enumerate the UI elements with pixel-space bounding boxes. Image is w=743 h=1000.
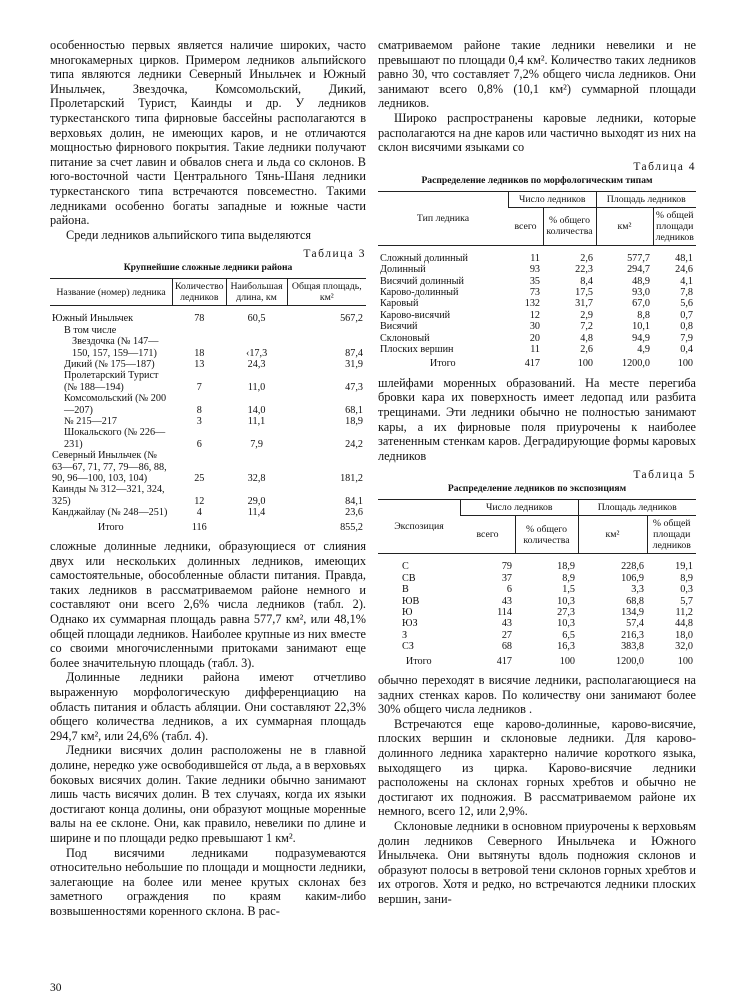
cell: Висячий долинный (380, 275, 464, 287)
cell: 0,3 (680, 584, 693, 596)
page-number: 30 (50, 982, 62, 994)
paragraph: шлейфами моренных образований. На месте перегиба бровки кара их поверхность имеет ледопад или разбита трещинами. Эти ледники обычно не полностью занимают кары, а их фирновые поля приурочены к наиболее затененным стенкам каров. Деградирующие формы каровых ледников (378, 375, 696, 463)
cell: Итого (97, 521, 124, 533)
cell: № 215—217 (64, 415, 118, 427)
column-header: % общей площади ледников (653, 207, 696, 245)
cell: 11,2 (675, 607, 693, 618)
table-label: Таблица 3 (303, 248, 366, 261)
left-column (50, 38, 366, 918)
table-row (50, 370, 366, 393)
cell: 8,9 (562, 572, 575, 584)
cell: 8,9 (680, 572, 693, 584)
cell: 60,5 (247, 313, 266, 325)
cell: 68,1 (345, 404, 363, 416)
cell: 68 (501, 641, 512, 653)
cell (226, 519, 287, 533)
table-row (378, 554, 696, 573)
cell: 8 (196, 404, 202, 416)
table-row (378, 276, 696, 287)
paragraph: Среди ледников альпийского типа выделяются (66, 227, 312, 242)
cell: 7,8 (680, 286, 693, 298)
table-total-row (378, 355, 696, 369)
cell: 0,4 (680, 344, 693, 355)
paragraph: Долинные ледники района имеют отчетливо выраженную морфологическую дифференциацию на область питания и область абляции. Они составляют 22,3% общего количества ледников, а их суммарная площадь 294,7 км², или 24,6% (табл. 4). (50, 670, 366, 743)
cell: 44,8 (675, 618, 693, 630)
cell: 132 (524, 298, 540, 310)
table-row (378, 596, 696, 607)
paragraph: Ледники висячих долин расположены не в главной долине, нередко уже освободившейся от льда, а в верховьях боковых висячих долин. Такие ледники обычно занимают лишь часть висячих долин. В тех случаях, когда их языки достигают конца долины, они образуют мощные моренные валы на ее склоне. Они, как правило, невелики по длине и ширине и по площади редко превышают 1 км². (50, 743, 366, 845)
cell: 24,2 (345, 438, 363, 450)
cell: 48,1 (675, 252, 693, 264)
column-header: км² (578, 516, 647, 554)
cell: 93 (529, 264, 540, 276)
right-column (378, 38, 696, 907)
cell: 100 (577, 358, 593, 370)
cell: 12 (194, 495, 205, 507)
cell: 25 (194, 473, 205, 484)
cell: 6 (506, 584, 512, 596)
cell: 1,5 (562, 584, 575, 596)
cell: 27 (501, 629, 512, 641)
table-row (50, 393, 366, 416)
table-caption: Крупнейшие сложные ледники района (123, 262, 293, 274)
table-exposures (378, 499, 696, 667)
paragraph: Широко распространены каровые ледники, которые располагаются на дне каров или частично выходят из них на склон висячими языками со (378, 110, 696, 155)
cell: Каровый (380, 298, 419, 310)
cell: 7 (196, 381, 202, 393)
cell: 23,6 (345, 507, 363, 519)
cell: 5,7 (680, 595, 693, 607)
cell: 17,5 (575, 286, 593, 298)
cell: 37 (501, 572, 512, 584)
table-label: Таблица 4 (633, 160, 696, 173)
paragraph: особенностью первых является наличие широких, часто многокамерных цирков. Примером ледников альпийского типа являются ледники Северный Иныльчек и Южный Иныльчек, Звездочка, Комсомольский, Дикий, Пролетарский Турист, Каинды и др. У ледников туркестанского типа фирновые бассейны располагаются в верховьях долин, не имеющих каров, и не отличаются мощностью фирнового покрытия. Такие ледники получают питание за счет лавин и обвалов снега и льда со склонов. В юго-восточной части Центрального Тянь-Шаня ледники туркестанского типа встречаются повсеместно. Такими ледниками особенно богаты западные и южные части района. (50, 38, 366, 228)
paragraph: Склоновые ледники в основном приурочены к верховьям долин ледников Северного Иныльчека и Южного Иныльчека. Они вытянуты вдоль подножия склонов и образуют полосы в ветровой тени склонов горных хребтов и их отрогов. Хотя и редко, но встречаются ледники плоских вершин, зани- (378, 818, 696, 906)
cell: Северный Иныльчек (№ 63—67, 71, 77, 79—86, 88, 90, 96—100, 103, 104) (52, 450, 167, 484)
cell: Пролетарский Турист (№ 188—194) (64, 370, 159, 393)
cell: 2,9 (580, 309, 593, 321)
table-row (378, 245, 696, 264)
cell: ЮВ (402, 595, 420, 607)
cell: 6,5 (562, 629, 575, 641)
cell: 11 (530, 344, 540, 355)
table-row (378, 298, 696, 309)
cell: 13 (194, 358, 205, 370)
cell: 11,4 (247, 507, 266, 519)
cell: В том числе (64, 324, 117, 336)
table-row (378, 287, 696, 298)
cell: 383,8 (621, 641, 644, 653)
cell: 3 (196, 415, 202, 427)
cell: 216,3 (621, 629, 644, 641)
column-header: % общего количества (515, 516, 578, 554)
cell: 73 (529, 286, 540, 298)
cell: 134,9 (621, 607, 644, 618)
cell: 31,7 (575, 298, 593, 310)
cell: 19,1 (675, 561, 693, 573)
table-row (50, 336, 366, 359)
column-header: Общая площадь, км² (287, 279, 366, 306)
table-row (50, 325, 366, 336)
cell: 31,9 (345, 358, 363, 370)
paragraph: Под висячими ледниками подразумеваются относительно небольшие по площади и мощности ледники, залегающие на более или менее крутых склонах без заметного ограждения по краям каким-либо возвышенностями коренного склона. В рас- (50, 845, 366, 918)
table-row (378, 618, 696, 629)
cell: 32,8 (247, 473, 266, 484)
cell: 24,3 (247, 358, 266, 370)
cell: 228,6 (621, 561, 644, 573)
cell: 18,0 (675, 629, 693, 641)
cell: 7,2 (580, 321, 593, 333)
table-morphological-types (378, 191, 696, 370)
table-row (378, 573, 696, 584)
cell: 43 (501, 595, 512, 607)
cell: Шокальского (№ 226—231) (64, 427, 166, 450)
table-caption: Распределение ледников по экспозициям (447, 483, 627, 495)
cell: 93,0 (632, 286, 650, 298)
column-header: % общего количества (543, 207, 596, 245)
cell: Канджайлау (№ 248—251) (52, 507, 168, 519)
cell: 417 (524, 358, 540, 370)
table-row (378, 584, 696, 595)
cell: 18,9 (345, 415, 363, 427)
cell: 100 (677, 655, 693, 667)
column-header: всего (461, 516, 516, 554)
cell: 577,7 (627, 252, 650, 264)
table-row (50, 359, 366, 370)
cell: 79 (501, 561, 512, 573)
cell: 18,9 (557, 561, 575, 573)
cell: 1200,0 (615, 655, 644, 667)
cell: 67,0 (632, 298, 650, 310)
cell: Каинды № 312—321, 324, 325) (52, 484, 165, 507)
cell: 27,3 (557, 607, 575, 618)
cell: 106,9 (621, 572, 644, 584)
cell: 11 (530, 252, 540, 264)
cell: 10,3 (557, 595, 575, 607)
cell: 0,8 (680, 321, 693, 333)
table-row (378, 344, 696, 355)
paragraph: сложные долинные ледники, образующиеся от слияния двух или нескольких долинных ледников, имеющих самостоятельные, обособленные области питания. Правда, таких ледников в рассматриваемом районе немного и составляют они всего 2,6% числа ледников (табл. 2). Однако их суммарная площадь равна 577,7 км², или 48,1% общей площади ледников. Наиболее крупные из них вместе со своими многочисленными притоками занимают еще более значительную площадь (табл. 3). (50, 539, 366, 670)
table-row (378, 630, 696, 641)
table-row (378, 607, 696, 618)
cell: 2,6 (580, 344, 593, 355)
cell: 0,7 (680, 309, 693, 321)
table-row (50, 416, 366, 427)
cell: 5,6 (680, 298, 693, 310)
cell: 57,4 (626, 618, 644, 630)
paragraph: обычно переходят в висячие ледники, располагающиеся на задних стенках каров. По количеству они занимают более 30% общего числа ледников . (378, 673, 696, 717)
cell: 2,6 (580, 252, 593, 264)
cell: ‹17,3 (245, 347, 268, 359)
cell: 1200,0 (621, 358, 650, 370)
cell: 7,9 (680, 332, 693, 344)
cell: Южный Иныльчек (52, 313, 134, 325)
cell: 24,6 (675, 264, 693, 276)
cell: 4,9 (637, 344, 650, 355)
cell: 417 (496, 655, 512, 667)
cell: 20 (529, 332, 540, 344)
cell: Карово-висячий (380, 309, 451, 321)
table-row (378, 310, 696, 321)
cell: 43 (501, 618, 512, 630)
cell: 84,1 (345, 495, 363, 507)
cell: 68,8 (626, 595, 644, 607)
column-header: Название (номер) ледника (50, 279, 173, 306)
table-largest-glaciers (50, 278, 366, 533)
cell: Итого (405, 655, 432, 667)
cell: 4 (196, 507, 202, 519)
table-total-row (378, 653, 696, 667)
cell: 10,3 (557, 618, 575, 630)
cell: 181,2 (340, 473, 363, 484)
cell: 18 (194, 347, 205, 359)
cell: Итого (429, 358, 456, 370)
table-label: Таблица 5 (633, 469, 696, 482)
cell: 8,8 (637, 309, 650, 321)
cell: 294,7 (627, 264, 650, 276)
table-caption: Распределение ледников по морфологическим типам (421, 174, 653, 186)
table-total-row (50, 519, 366, 533)
cell: Звездочка (№ 147—150, 157, 159—171) (72, 336, 159, 359)
cell: 22,3 (575, 264, 593, 276)
column-header: Площадь ледников (596, 191, 696, 207)
cell: СЗ (402, 641, 414, 653)
cell: 32,0 (675, 641, 693, 653)
column-header: Число ледников (509, 191, 597, 207)
cell: Дикий (№ 175—187) (64, 358, 155, 370)
cell: 16,3 (557, 641, 575, 653)
cell: 114 (497, 607, 512, 618)
cell: Висячий (380, 321, 418, 333)
cell: 11,0 (247, 381, 266, 393)
column-header: всего (509, 207, 544, 245)
table-row (378, 333, 696, 344)
cell: Ю (402, 607, 413, 618)
column-header: Число ледников (461, 500, 579, 516)
paragraph: Встречаются еще карово-долинные, карово-висячие, плоских вершин и склоновые ледники. Для карово-долинного ледника характерно наличие короткого языка, выходящего из цирка. Карово-висячие ледники расположены на склонах горных хребтов и обычно не достигают их подножия. В рассматриваемом районе их немного, всего 12, или 2,9%. (378, 716, 696, 819)
cell: 4,1 (680, 275, 693, 287)
cell: В (402, 584, 409, 596)
column-header: % общей площади ледников (647, 516, 696, 554)
cell: 3,3 (631, 584, 644, 596)
cell: 35 (529, 275, 540, 287)
cell: 12 (529, 309, 540, 321)
cell: СВ (402, 572, 416, 584)
column-header: Количество ледников (173, 279, 227, 306)
table-row (378, 264, 696, 275)
cell: 30 (529, 321, 540, 333)
column-header: Экспозиция (378, 500, 461, 554)
cell: 47,3 (345, 381, 363, 393)
cell: 11,1 (247, 415, 266, 427)
cell: 10,1 (632, 321, 650, 333)
cell: Карово-долинный (380, 286, 459, 298)
table-row (378, 321, 696, 332)
cell: 78 (194, 313, 205, 325)
cell: 6 (196, 438, 202, 450)
cell: 100 (559, 655, 575, 667)
column-header: км² (596, 207, 653, 245)
cell: Долинный (380, 264, 426, 276)
cell: 14,0 (247, 404, 266, 416)
cell: Плоских вершин (380, 344, 454, 355)
column-header: Наибольшая длина, км (226, 279, 287, 306)
table-row (50, 427, 366, 450)
cell: 4,8 (580, 332, 593, 344)
cell: 8,4 (580, 275, 593, 287)
cell: 94,9 (632, 332, 650, 344)
table-row (50, 484, 366, 507)
cell: Склоновый (380, 332, 430, 344)
paragraph: сматриваемом районе такие ледники невелики и не превышают по площади 0,4 км². Количество таких ледников равно 30, что составляет 7,2% общего числа ледников. Они занимают всего 0,8% (10,1 км²) суммарной площади ледников. (378, 38, 696, 111)
table-row (50, 450, 366, 484)
cell: 100 (677, 358, 693, 370)
cell: С (402, 561, 409, 573)
cell: З (402, 629, 408, 641)
column-header: Площадь ледников (578, 500, 696, 516)
cell: 7,9 (250, 438, 263, 450)
cell: ЮЗ (402, 618, 418, 630)
cell: 855,2 (340, 521, 363, 533)
cell: 116 (191, 521, 207, 533)
cell: 29,0 (247, 495, 266, 507)
cell: 567,2 (340, 313, 363, 325)
column-header: Тип ледника (378, 191, 509, 245)
table-row (50, 507, 366, 518)
table-row (50, 306, 366, 325)
cell: Комсомольский (№ 200—207) (64, 393, 167, 416)
table-row (378, 641, 696, 652)
cell: 87,4 (345, 347, 363, 359)
cell: Сложный долинный (380, 252, 468, 264)
cell: 48,9 (632, 275, 650, 287)
